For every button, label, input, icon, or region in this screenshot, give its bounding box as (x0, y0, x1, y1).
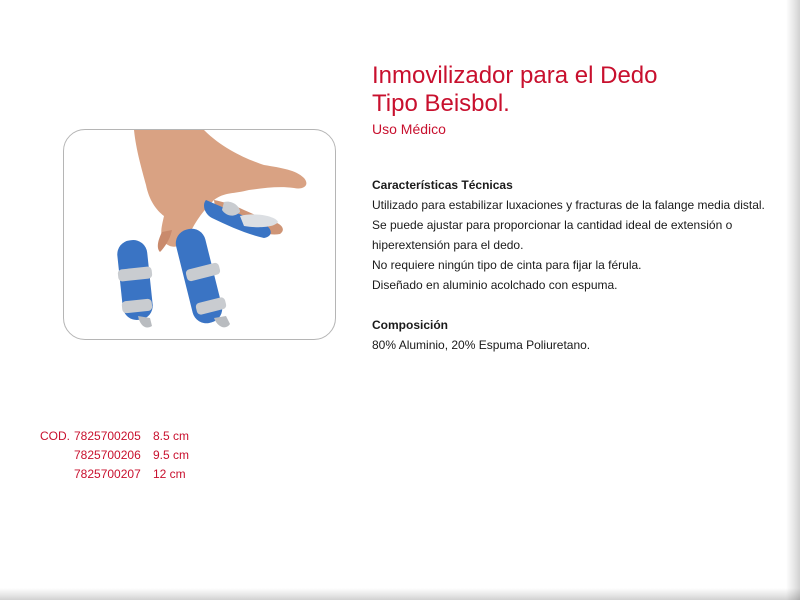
product-codes (40, 429, 240, 486)
feature-line: No requiere ningún tipo de cinta para fijar la férula. (372, 258, 642, 272)
splint-on-finger (204, 200, 278, 238)
hand-illustration (134, 130, 306, 252)
feature-line: Diseñado en aluminio acolchado con espuma. (372, 278, 618, 292)
code-number: 7825700205 (74, 429, 141, 443)
product-image (63, 129, 336, 340)
composition-heading: Composición (372, 318, 449, 332)
code-row (40, 467, 240, 486)
features-heading: Características Técnicas (372, 178, 513, 192)
code-size: 8.5 cm (153, 429, 190, 443)
product-title-line-2: Tipo Beisbol. (372, 90, 510, 117)
code-size: 12 cm (153, 467, 186, 481)
code-number: 7825700206 (74, 448, 141, 462)
feature-line: hiperextensión para el dedo. (372, 238, 524, 252)
product-title-line-1: Inmovilizador para el Dedo (372, 62, 658, 89)
splint-left (116, 239, 154, 328)
code-size: 9.5 cm (153, 448, 190, 462)
feature-line: Se puede ajustar para proporcionar la cantidad ideal de extensión o (372, 218, 733, 232)
product-title (372, 62, 657, 118)
code-row (40, 448, 240, 467)
code-number: 7825700207 (74, 467, 141, 481)
page-shadow-right (786, 0, 800, 600)
code-row (40, 429, 240, 448)
finger-splint-illustration (64, 130, 335, 339)
product-subtitle: Uso Médico (372, 121, 446, 137)
code-prefix: COD. (40, 429, 70, 443)
feature-line: Utilizado para estabilizar luxaciones y fracturas de la falange media distal. (372, 198, 765, 212)
composition-text: 80% Aluminio, 20% Espuma Poliuretano. (372, 338, 591, 352)
splint-middle (173, 226, 230, 328)
page-shadow-bottom (0, 588, 800, 600)
